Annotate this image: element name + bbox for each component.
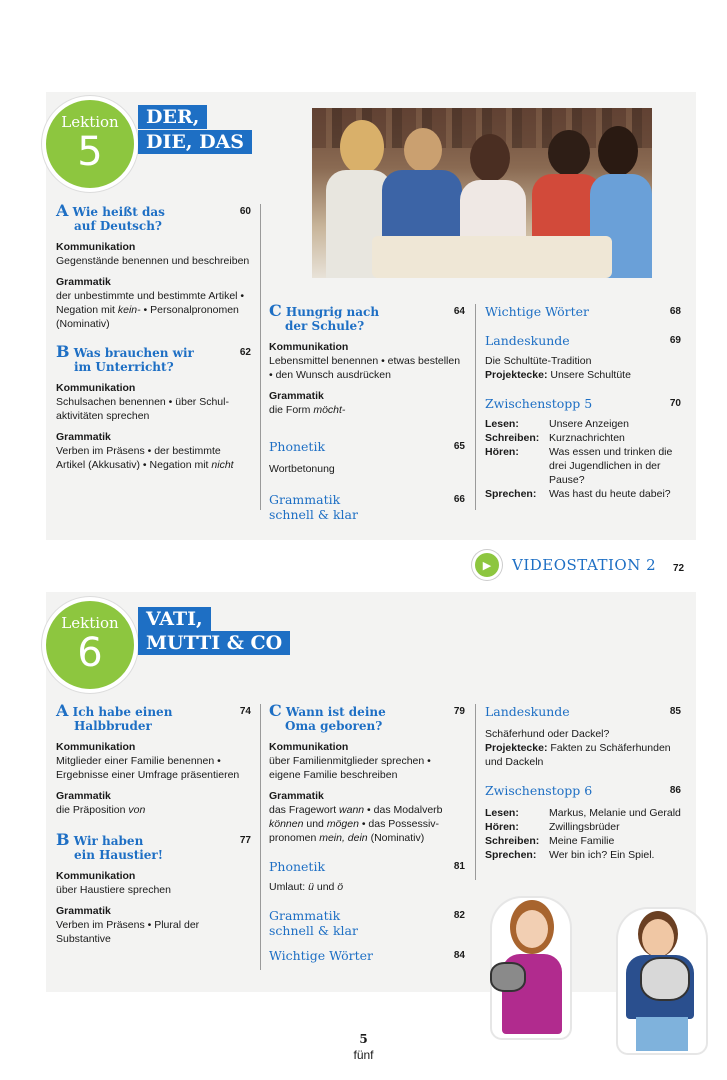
page-number: 85 bbox=[669, 706, 681, 717]
list-item: Hören: Zwillingsbrüder bbox=[485, 821, 620, 833]
kommunikation-text: Gegenstände benennen und beschreiben bbox=[56, 255, 250, 267]
projektecke: Projektecke: Unsere Schultüte bbox=[485, 369, 631, 381]
lesson5-section-b bbox=[56, 342, 251, 374]
page-number: 79 bbox=[453, 706, 465, 717]
section-title: Oma geboren? bbox=[285, 719, 383, 733]
zwischenstopp-heading: Zwischenstopp 5 bbox=[485, 396, 593, 411]
page-number-footer: 5 bbox=[359, 1032, 368, 1046]
videostation-label: VIDEOSTATION 2 bbox=[512, 556, 657, 574]
list-item: Lesen: Unsere Anzeigen bbox=[485, 418, 629, 430]
zwischenstopp-list bbox=[485, 417, 681, 501]
section-title: auf Deutsch? bbox=[74, 219, 162, 233]
section-title: Hungrig nach bbox=[285, 305, 380, 319]
kommunikation-text: Mitglieder einer Familie benennen • Ergebnisse einer Umfrage präsentieren bbox=[56, 755, 240, 781]
section-letter: C bbox=[269, 301, 282, 320]
lesson6-phonetik bbox=[269, 859, 465, 874]
page-number: 60 bbox=[239, 206, 251, 217]
students-photo bbox=[312, 108, 652, 278]
phonetik-text: Wortbetonung bbox=[269, 463, 335, 475]
kommunikation-text: über Familienmitglieder sprechen • eigene Familie beschreiben bbox=[269, 755, 431, 781]
page-number: 81 bbox=[453, 861, 465, 872]
lesson5-section-a bbox=[56, 201, 251, 233]
section-title: im Unterricht? bbox=[74, 360, 174, 374]
lektion-label: Lektion bbox=[61, 614, 119, 632]
lesson5-landeskunde bbox=[485, 333, 681, 348]
lesson-number: 5 bbox=[77, 129, 103, 175]
grammatik-text: das Fragewort wann • das Modalverb können und mögen • das Possessiv-pronomen mein, dein (Nominativ) bbox=[269, 804, 443, 844]
list-item: Schreiben: Meine Familie bbox=[485, 835, 615, 847]
kommunikation-heading: Kommunikation bbox=[269, 741, 349, 753]
grammatik-heading: Grammatik bbox=[56, 790, 111, 802]
page-number: 82 bbox=[453, 910, 465, 921]
zwischenstopp-heading: Zwischenstopp 6 bbox=[485, 783, 593, 798]
grammatik-text: der unbestimmte und bestimmte Artikel • Negation mit kein- • Personalpronomen (Nominativ) bbox=[56, 290, 245, 330]
grammatik-sk-heading: schnell & klar bbox=[269, 923, 358, 938]
section-title: der Schule? bbox=[285, 319, 365, 333]
landeskunde-text: Schäferhund oder Dackel? bbox=[485, 728, 610, 740]
grammatik-text: die Form möcht- bbox=[269, 404, 346, 416]
page-number: 74 bbox=[239, 706, 251, 717]
lesson6-col1 bbox=[56, 701, 251, 946]
lesson5-col1 bbox=[56, 201, 251, 472]
lesson6-col2 bbox=[269, 701, 465, 963]
list-item: Sprechen: Wer bin ich? Ein Spiel. bbox=[485, 849, 655, 861]
section-letter: A bbox=[56, 201, 69, 220]
column-divider bbox=[475, 704, 476, 880]
play-icon: ▶ bbox=[472, 550, 502, 580]
page-number: 68 bbox=[669, 306, 681, 317]
section-letter: C bbox=[269, 701, 282, 720]
column-divider bbox=[475, 304, 476, 510]
section-title: Wie heißt das bbox=[72, 205, 165, 219]
lesson5-title-line2: DIE, DAS bbox=[138, 130, 252, 154]
lesson6-section-b bbox=[56, 830, 251, 862]
grammatik-heading: Grammatik bbox=[56, 431, 111, 443]
lesson6-title-line1: VATI, bbox=[138, 607, 211, 631]
projektecke: Projektecke: Fakten zu Schäferhunden und Dackeln bbox=[485, 742, 671, 768]
kommunikation-text: Lebensmittel benennen • etwas bestellen • den Wunsch ausdrücken bbox=[269, 355, 461, 381]
page-number: 72 bbox=[673, 563, 685, 574]
section-title: Halbbruder bbox=[74, 719, 152, 733]
lesson5-col3 bbox=[485, 304, 681, 501]
lesson5-col2 bbox=[269, 301, 465, 522]
grammatik-text: die Präposition von bbox=[56, 804, 146, 816]
section-title: ein Haustier! bbox=[74, 848, 164, 862]
kommunikation-heading: Kommunikation bbox=[56, 241, 136, 253]
column-divider bbox=[260, 204, 261, 510]
grammatik-text: Verben im Präsens • Plural der Substantive bbox=[56, 919, 200, 945]
lesson6-col3 bbox=[485, 704, 681, 862]
landeskunde-heading: Landeskunde bbox=[485, 704, 570, 719]
page-number: 65 bbox=[453, 441, 465, 452]
page-number: 86 bbox=[669, 785, 681, 796]
grammatik-sk-heading: Grammatik bbox=[269, 492, 341, 507]
page-number: 70 bbox=[669, 398, 681, 409]
section-title: Wann ist deine bbox=[285, 705, 386, 719]
grammatik-heading: Grammatik bbox=[56, 276, 111, 288]
list-item: Schreiben: Kurznachrichten bbox=[485, 432, 625, 444]
page-number: 77 bbox=[239, 835, 251, 846]
lesson6-zwischenstopp bbox=[485, 783, 681, 798]
lesson5-phonetik bbox=[269, 439, 465, 454]
kommunikation-text: über Haustiere sprechen bbox=[56, 884, 171, 896]
lesson5-woerter bbox=[485, 304, 681, 319]
column-divider bbox=[260, 704, 261, 970]
page-number: 64 bbox=[453, 306, 465, 317]
kommunikation-heading: Kommunikation bbox=[56, 741, 136, 753]
woerter-heading: Wichtige Wörter bbox=[269, 948, 373, 963]
lesson6-grammatik-sk bbox=[269, 908, 465, 938]
section-letter: B bbox=[56, 342, 70, 361]
page-word-footer: fünf bbox=[353, 1048, 374, 1062]
kommunikation-heading: Kommunikation bbox=[56, 870, 136, 882]
page-number: 84 bbox=[453, 950, 465, 961]
lesson6-landeskunde bbox=[485, 704, 681, 719]
lesson6-badge bbox=[42, 597, 138, 693]
lesson5-title-line1: DER, bbox=[138, 105, 207, 129]
list-item: Sprechen: Was hast du heute dabei? bbox=[485, 488, 671, 500]
grammatik-sk-heading: schnell & klar bbox=[269, 507, 358, 522]
section-title: Ich habe einen bbox=[72, 705, 173, 719]
section-letter: A bbox=[56, 701, 69, 720]
kommunikation-heading: Kommunikation bbox=[269, 341, 349, 353]
lesson5-badge bbox=[42, 96, 138, 192]
lesson5-zwischenstopp bbox=[485, 396, 681, 411]
section-title: Was brauchen wir bbox=[73, 346, 194, 360]
grammatik-text: Verben im Präsens • der bestimmte Artikel (Akkusativ) • Negation mit nicht bbox=[56, 445, 234, 471]
kommunikation-text: Schulsachen benennen • über Schul-aktivitäten sprechen bbox=[56, 396, 229, 422]
lesson6-woerter bbox=[269, 948, 465, 963]
page-number: 69 bbox=[669, 335, 681, 346]
grammatik-sk-heading: Grammatik bbox=[269, 908, 341, 923]
videostation[interactable] bbox=[472, 551, 667, 579]
zwischenstopp-list bbox=[485, 806, 681, 862]
page-number: 62 bbox=[239, 347, 251, 358]
woerter-heading: Wichtige Wörter bbox=[485, 304, 589, 319]
page-number: 66 bbox=[453, 494, 465, 505]
grammatik-heading: Grammatik bbox=[56, 905, 111, 917]
grammatik-heading: Grammatik bbox=[269, 790, 324, 802]
phonetik-text: Umlaut: ü und ö bbox=[269, 881, 344, 893]
lesson6-section-c bbox=[269, 701, 465, 733]
section-title: Wir haben bbox=[73, 834, 144, 848]
phonetik-heading: Phonetik bbox=[269, 859, 326, 874]
kommunikation-heading: Kommunikation bbox=[56, 382, 136, 394]
lektion-label: Lektion bbox=[61, 113, 119, 131]
girl-with-cat-illustration bbox=[484, 892, 580, 1042]
lesson6-title-line2: MUTTI & CO bbox=[138, 631, 290, 655]
list-item: Hören: Was essen und trinken die drei Jugendlichen in der Pause? bbox=[485, 446, 673, 486]
section-letter: B bbox=[56, 830, 70, 849]
landeskunde-heading: Landeskunde bbox=[485, 333, 570, 348]
lesson-number: 6 bbox=[77, 630, 103, 676]
list-item: Lesen: Markus, Melanie und Gerald bbox=[485, 807, 681, 819]
lesson6-section-a bbox=[56, 701, 251, 733]
landeskunde-text: Die Schultüte-Tradition bbox=[485, 355, 592, 367]
lesson5-section-c bbox=[269, 301, 465, 333]
grammatik-heading: Grammatik bbox=[269, 390, 324, 402]
lesson5-grammatik-sk bbox=[269, 492, 465, 522]
phonetik-heading: Phonetik bbox=[269, 439, 326, 454]
